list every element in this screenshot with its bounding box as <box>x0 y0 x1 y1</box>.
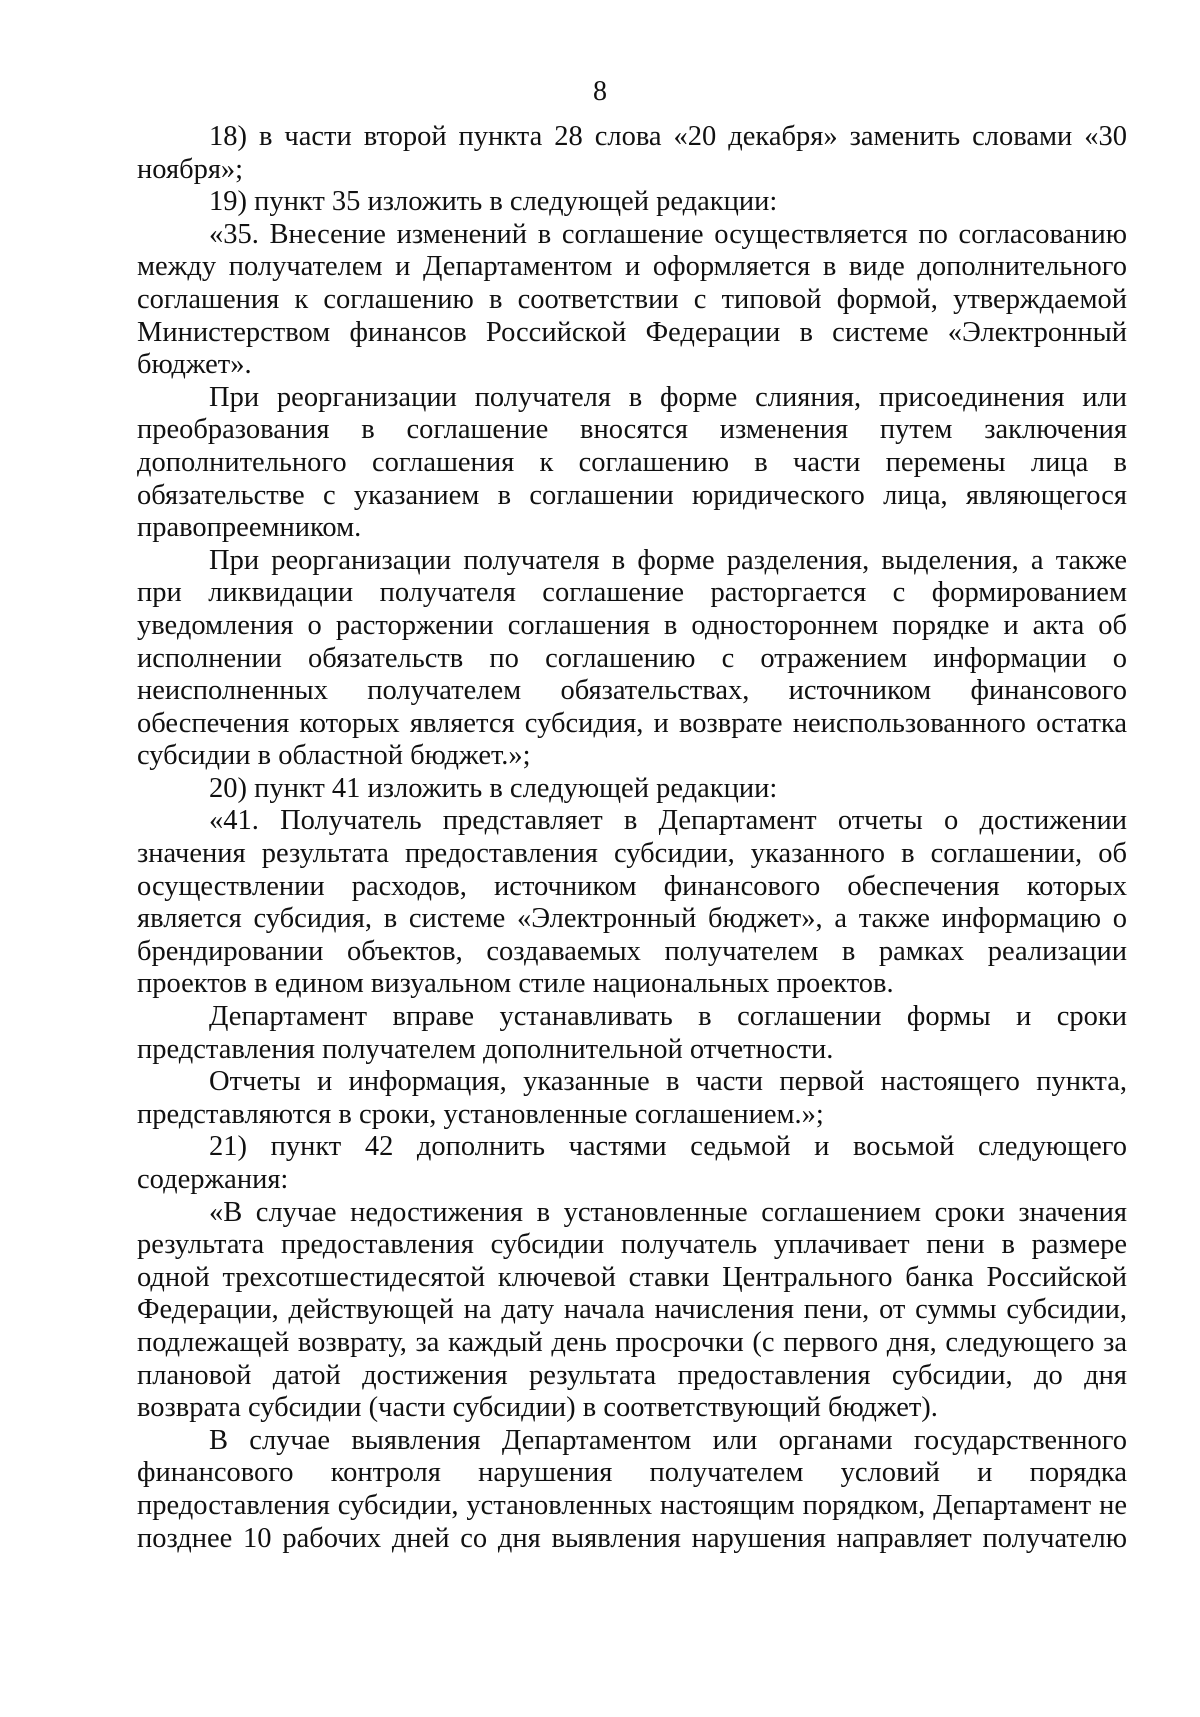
paragraph-violation-detection: В случае выявления Департаментом или органами государственного финансового контроля нарушения получателем условий и порядка предоставления субсидии, установленных настоящим порядком, Департамент не позднее 10 рабочих дней со дня выявления нарушения направляет получателю <box>137 1424 1127 1554</box>
paragraph-item-18: 18) в части второй пункта 28 слова «20 декабря» заменить словами «30 ноября»; <box>137 121 1127 185</box>
paragraph-reorganization-division: При реорганизации получателя в форме разделения, выделения, а также при ликвидации получателя соглашение расторгается с формированием уведомления о расторжении соглашения в одностороннем порядке и акта об исполнении обязательств по соглашению с отражением информации о неисполненных получателем обязательствах, источником финансового обеспечения которых является субсидия, и возврате неиспользованного остатка субсидии в областной бюджет.»; <box>137 544 1127 772</box>
paragraph-item-20: 20) пункт 41 изложить в следующей редакции: <box>209 772 778 804</box>
paragraph-additional-reporting: Департамент вправе устанавливать в соглашении формы и сроки представления получателем дополнительной отчетности. <box>137 1001 1127 1065</box>
paragraph-item-19: 19) пункт 35 изложить в следующей редакции: <box>209 186 778 218</box>
paragraph-penalties: «В случае недостижения в установленные соглашением сроки значения результата предоставления субсидии получатель уплачивает пени в размере одной трехсотшестидесятой ключевой ставки Центрального банка Российской Федерации, действующей на дату начала начисления пени, от суммы субсидии, подлежащей возврату, за каждый день просрочки (с первого дня, следующего за плановой датой достижения результата предоставления субсидии, до дня возврата субсидии (части субсидии) в соответствующий бюджет). <box>137 1196 1127 1424</box>
paragraph-clause-41: «41. Получатель представляет в Департамент отчеты о достижении значения результата предоставления субсидии, указанного в соглашении, об осуществлении расходов, источником финансового обеспечения которых является субсидия, в системе «Электронный бюджет», а также информацию о брендировании объектов, создаваемых получателем в рамках реализации проектов в едином визуальном стиле национальных проектов. <box>137 805 1127 1000</box>
document-body <box>137 121 1127 1555</box>
page-number: 8 <box>593 76 607 107</box>
paragraph-clause-35: «35. Внесение изменений в соглашение осуществляется по согласованию между получателем и Департаментом и оформляется в виде дополнительного соглашения к соглашению в соответствии с типовой формой, утверждаемой Министерством финансов Российской Федерации в системе «Электронный бюджет». <box>137 218 1127 381</box>
paragraph-item-21: 21) пункт 42 дополнить частями седьмой и восьмой следующего содержания: <box>137 1131 1127 1195</box>
paragraph-reorganization-merger: При реорганизации получателя в форме слияния, присоединения или преобразования в соглашение вносятся изменения путем заключения дополнительного соглашения к соглашению в части перемены лица в обязательстве с указанием в соглашении юридического лица, являющегося правопреемником. <box>137 381 1127 544</box>
paragraph-report-deadlines: Отчеты и информация, указанные в части первой настоящего пункта, представляются в сроки, установленные соглашением.»; <box>137 1066 1127 1130</box>
